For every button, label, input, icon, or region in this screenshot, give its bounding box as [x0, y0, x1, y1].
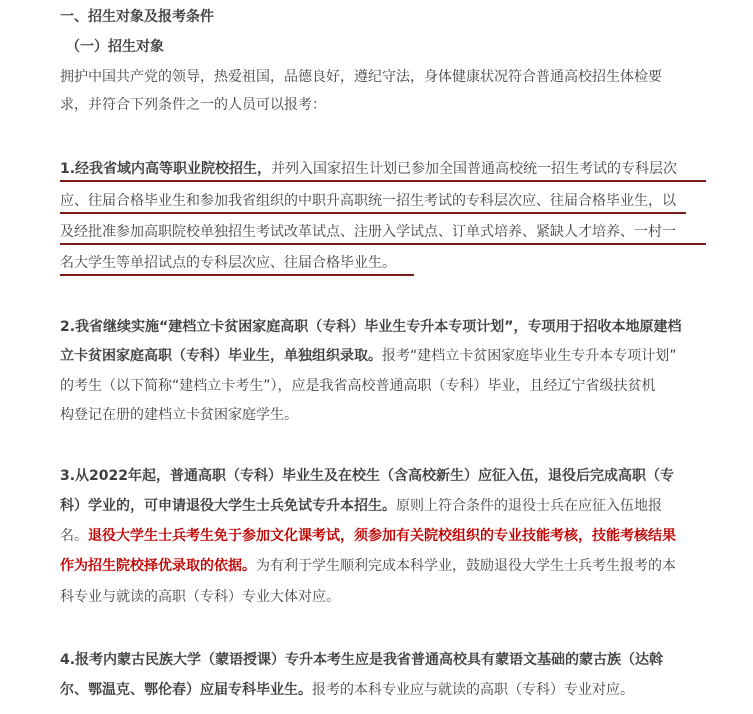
item4-line-1: 4.报考内蒙古民族大学（蒙语授课）专升本考生应是我省普通高校具有蒙语文基础的蒙古族（达斡 [60, 652, 664, 668]
item1-bold-lead: 1.经我省域内高等职业院校招生， [60, 161, 272, 177]
item3-line-2-text: 原则上符合条件的退役士兵在应征入伍地报 [396, 498, 662, 514]
section-title: 一、招生对象及报考条件 [60, 9, 214, 25]
item3-line-1: 3.从2022年起，普通高职（专科）毕业生及在校生（含高校新生）应征入伍，退役后完成高职（专 [60, 468, 675, 484]
item3-line-5: 科专业与就读的高职（专科）专业大体对应。 [60, 589, 340, 605]
item1-line-4: 名大学生等单招试点的专科层次应、往届合格毕业生。 [60, 255, 396, 271]
item2-line-1: 2.我省继续实施“建档立卡贫困家庭高职（专科）毕业生专升本专项计划”，专项用于招收本地原建档 [60, 319, 682, 335]
item1-line-1-text: 并列入国家招生计划已参加全国普通高校统一招生考试的专科层次 [271, 161, 678, 177]
item1-line-3: 及经批准参加高职院校单独招生考试改革试点、注册入学试点、订单式培养、紧缺人才培养、一村一 [60, 224, 676, 240]
item2-line-2 [60, 347, 677, 365]
subsection-title: （一）招生对象 [66, 39, 164, 55]
item2-line-2-text: 报考“建档立卡贫困家庭毕业生专升本专项计划” [382, 348, 677, 364]
underline [60, 212, 686, 214]
item3-red-emphasis: 退役大学生士兵考生免于参加文化课考试，须参加有关院校组织的专业技能考核，技能考核结果 [88, 528, 676, 544]
underline [60, 180, 706, 182]
item2-line-4: 构登记在册的建档立卡贫困家庭学生。 [60, 407, 298, 423]
item1-line-2: 应、往届合格毕业生和参加我省组织的中职升高职统一招生考试的专科层次应、往届合格毕业生，以 [60, 193, 676, 209]
item3-red-emphasis-2: 作为招生院校择优录取的依据。 [60, 558, 256, 574]
intro-line-2: 求，并符合下列条件之一的人员可以报考： [60, 97, 326, 113]
item3-line-4-text: 为有利于学生顺利完成本科学业，鼓励退役大学生士兵考生报考的本 [256, 558, 676, 574]
item3-line-3-text: 名。 [60, 528, 88, 544]
underline [60, 243, 706, 245]
item2-line-3: 的考生（以下简称“建档立卡考生”），应是我省高校普通高职（专科）毕业，且经辽宁省级扶贫机 [60, 378, 656, 394]
item4-bold-part: 尔、鄂温克、鄂伦春）应届专科毕业生。 [60, 682, 312, 698]
item3-line-2 [60, 497, 662, 515]
underline [60, 274, 414, 276]
item3-bold-part: 科）学业的，可申请退役大学生士兵免试专升本招生。 [60, 498, 396, 514]
item2-bold-part: 立卡贫困家庭高职（专科）毕业生，单独组织录取。 [60, 348, 382, 364]
intro-line-1: 拥护中国共产党的领导，热爱祖国，品德良好，遵纪守法，身体健康状况符合普通高校招生体检要 [60, 69, 662, 85]
item3-line-4 [60, 557, 676, 575]
item4-line-2 [60, 681, 634, 699]
item1-line-1 [60, 160, 677, 178]
item3-line-3 [60, 527, 676, 545]
item4-line-2-text: 报考的本科专业应与就读的高职（专科）专业对应。 [312, 682, 634, 698]
